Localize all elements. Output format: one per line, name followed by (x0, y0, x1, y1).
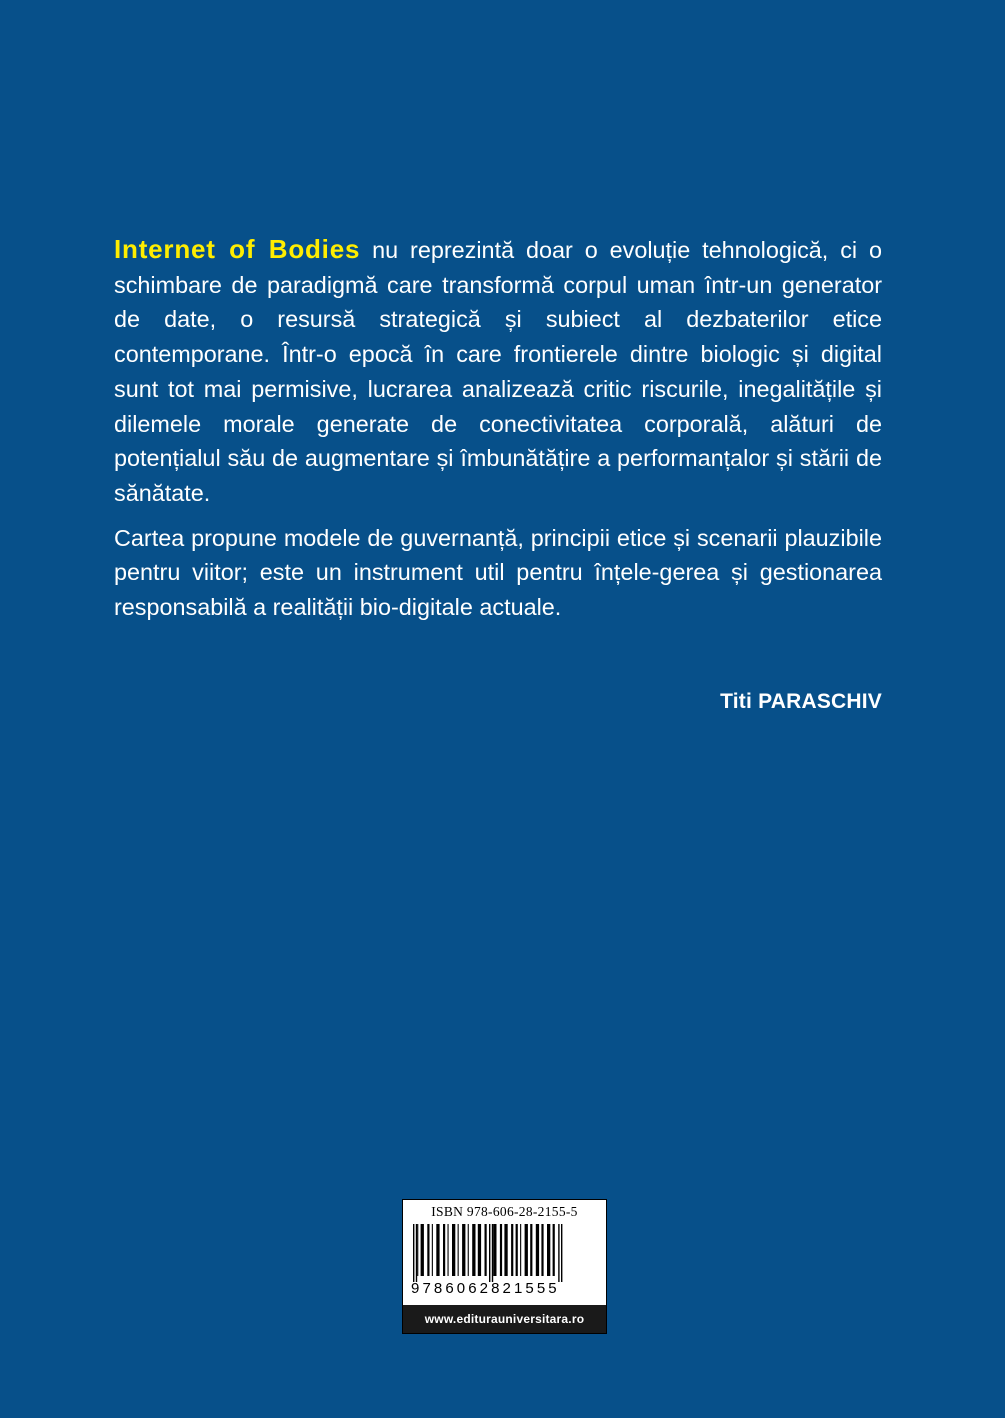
blurb (114, 232, 882, 625)
blurb-paragraph-1 (114, 232, 882, 511)
author-name: Titi PARASCHIV (720, 690, 882, 713)
barcode-digits: 9786062821555 (411, 1280, 560, 1297)
publisher-url: www.editurauniversitara.ro (403, 1305, 606, 1333)
barcode-bars (411, 1224, 601, 1282)
blurb-paragraph-1-text: nu reprezintă doar o evoluție tehnologică, ci o schimbare de paradigmă care transformă corpul uman într-un generator de date, o resursă strategică și subiect al dezbaterilor etice contemporane. Într-o epocă în care frontierele dintre biologic și digital sunt tot mai permisive, lucrarea analizează critic riscurile, inegalitățile și dilemele morale generate de conectivitatea corporală, alături de potențialul său de augmentare și îmbunătățire a performanțalor și stării de sănătate. (114, 237, 882, 506)
isbn-barcode (402, 1199, 607, 1334)
book-title-inline: Internet of Bodies (114, 234, 361, 264)
isbn-label: ISBN 978-606-28-2155-5 (431, 1204, 578, 1219)
blurb-paragraph-2: Cartea propune modele de guvernanță, principii etice și scenarii plauzibile pentru viitor; este un instrument util pentru înțele-gerea și gestionarea responsabilă a realității bio-digitale actuale. (114, 524, 882, 621)
